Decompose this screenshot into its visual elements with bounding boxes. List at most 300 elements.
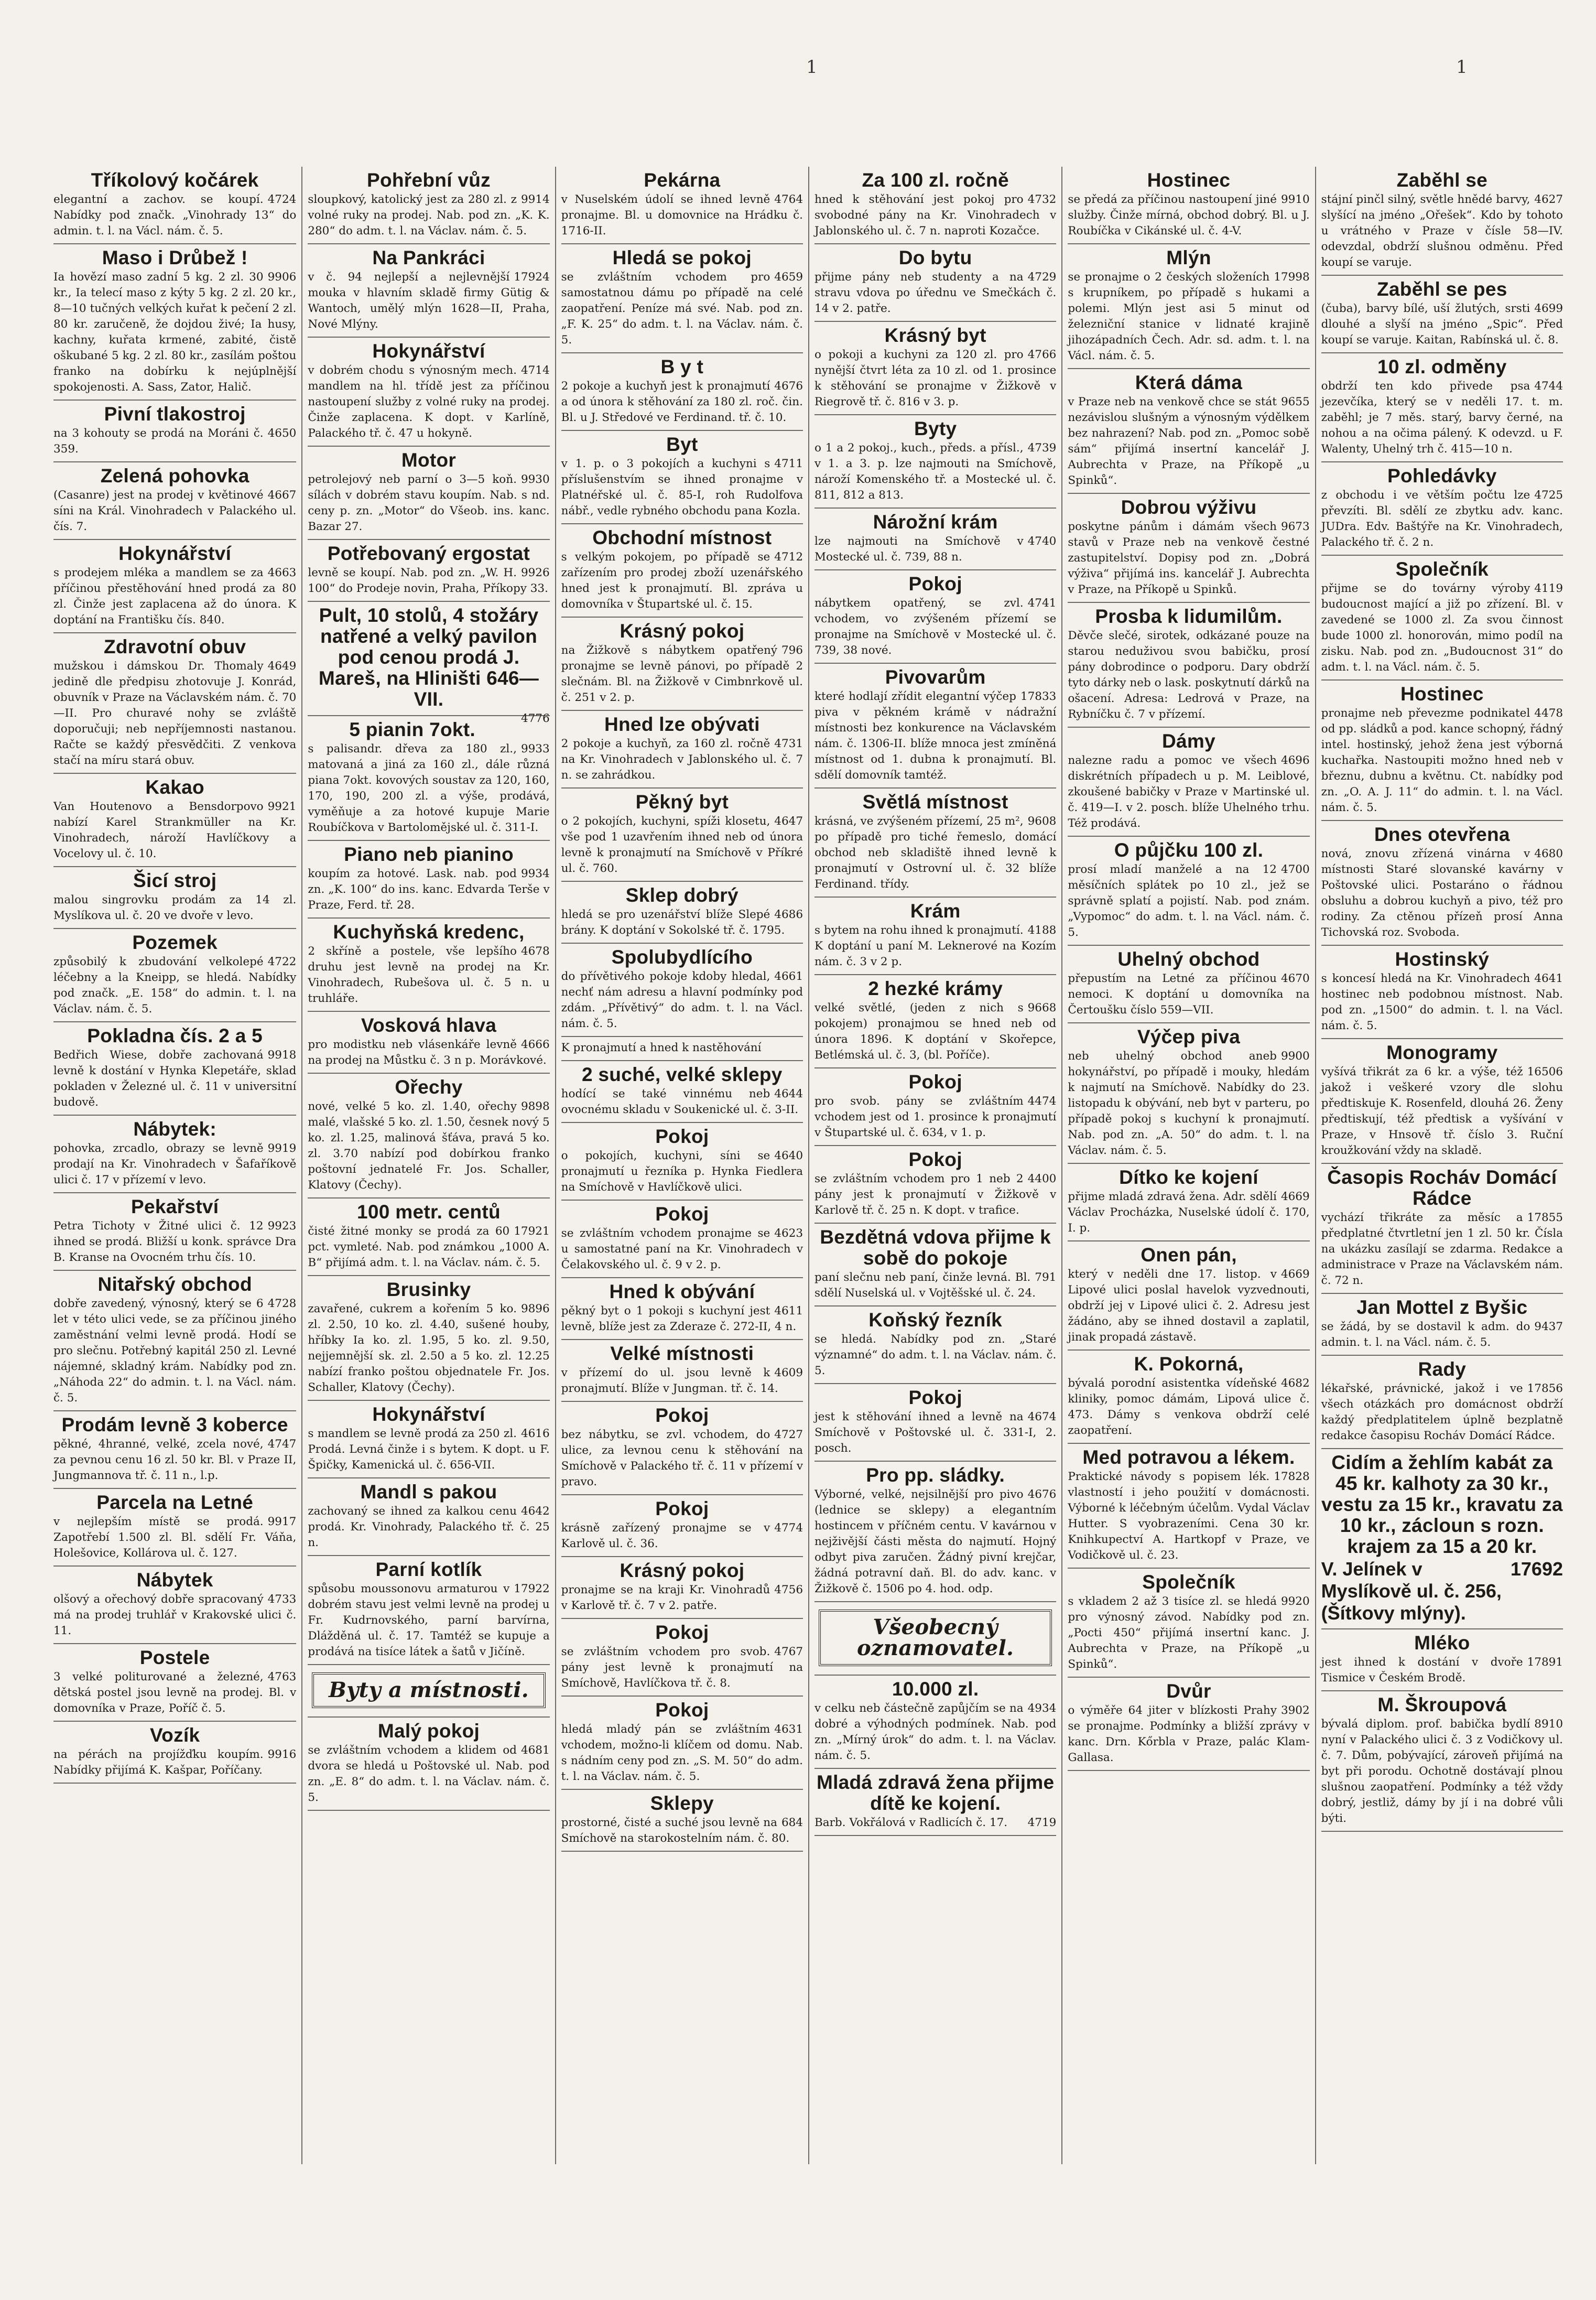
ad-body-wrap: [1068, 753, 1309, 832]
classified-ad: [1321, 1629, 1563, 1691]
ad-body-wrap: [815, 440, 1056, 503]
ad-body: prostorné, čisté a suché jsou levně na Smíchově na starokostelním nám. č. 80.: [561, 1816, 790, 1845]
ad-number: 4747: [267, 1438, 297, 1451]
classified-ad: [308, 1718, 549, 1811]
classified-ad: [815, 509, 1056, 570]
classified-ad: [1321, 821, 1563, 946]
ad-body: pro svob. pány se zvláštním vchodem jest od 1. prosince k pronajmutí v Štupartské ul. č. 634, v 1. p.: [815, 1095, 1057, 1139]
ad-number: 4641: [1534, 972, 1563, 985]
ad-body-wrap: [53, 488, 296, 535]
ad-title: Sklepy: [650, 1793, 714, 1814]
classified-ad: [815, 789, 1056, 898]
ad-body: s koncesí hledá na Kr. Vinohradech hostinec neb podobnou místnost. Nab. pod zn. „1500“ do admin. t. l. na Václ. nám. č. 5.: [1321, 972, 1563, 1032]
ad-title: Pult, 10 stolů, 4 stožáry natřené a velký pavilon pod cenou prodá J. Mareš, na Hliništi 646—VII.: [318, 604, 539, 710]
ad-number: 17856: [1527, 1382, 1563, 1395]
ad-number: 17924: [514, 271, 550, 284]
ad-body-wrap: [1068, 192, 1309, 239]
ad-number: 4725: [1534, 489, 1563, 502]
classified-ad: [53, 1567, 296, 1644]
classified-ad: [1068, 603, 1309, 728]
classified-ad: [1068, 946, 1309, 1023]
classified-ad: [308, 602, 550, 725]
classified-ad: [815, 664, 1056, 789]
ad-body: se hledá. Nabídky pod zn. „Staré významné“ do adm. t. l. na Václav. nám. č. 5.: [815, 1333, 1057, 1377]
classified-ad: [815, 898, 1056, 975]
ad-number: 4119: [1534, 582, 1563, 595]
ad-number: 17855: [1527, 1211, 1563, 1224]
ad-body: Ia hovězí maso zadní 5 kg. 2 zl. 30 kr., Ia telecí maso z kýty 5 kg. 2 zl. 20 kr., 8—10 tučných velkých kuřat k pečení 2 zl. 80 kr. zaručeně, že dojdou živé; Ia husy, kachny, kuřata krmené, zabité, čistě oškubané 5 kg. 2 zl. 80 kr., zasílám poštou franko na dobírku k nejúplnější spokojenosti. A. Sass, Zator, Halič.: [53, 271, 297, 394]
ad-title: K. Pokorná,: [1134, 1353, 1244, 1375]
ad-body: olšový a ořechový dobře spracovaný má na prodej truhlář v Krakovské ulici č. 11.: [53, 1593, 297, 1637]
ad-number: 4616: [520, 1427, 550, 1440]
ad-body-wrap: [53, 1669, 296, 1716]
ad-title: Spolubydlícího: [611, 946, 753, 968]
ad-number: 4669: [1280, 1268, 1310, 1281]
classified-ad: [1321, 1294, 1563, 1356]
ad-number: 4711: [774, 457, 803, 470]
ad-body: (Casanre) jest na prodej v květinové síni na Král. Vinohradech v Palackého ul. čís. 7.: [53, 489, 297, 533]
ad-title: Pokoj: [655, 1699, 709, 1721]
ad-body: se žádá, by se dostavil k adm. do admin. t. l. na Václ. nám. č. 5.: [1321, 1320, 1530, 1349]
ad-title: 100 metr. centů: [357, 1201, 501, 1223]
ad-number: 4649: [267, 660, 297, 673]
classified-ad: [53, 1116, 296, 1193]
ad-body-wrap: [53, 1747, 296, 1778]
ad-body-wrap: [561, 1226, 803, 1273]
ad-body: nová, znovu zřízená vinárna v místnosti Staré slovanské kavárny v Poštovské ulici. Postaráno o řádnou obsluhu a dobrou kuchyň a pivo, též pro rodiny. Za ctěnou přízeň prosí Anna Tichovská roz. Svoboda.: [1321, 847, 1563, 939]
ad-body-wrap: [1068, 1189, 1309, 1236]
ad-title: Vosková hlava: [361, 1014, 497, 1036]
ad-number: 4669: [1280, 1190, 1310, 1203]
ad-body-wrap: [1068, 628, 1309, 722]
ad-title: Hostinský: [1395, 948, 1490, 970]
classified-ad: [815, 1602, 1056, 1676]
ad-body-wrap: [815, 269, 1056, 317]
ad-body: z obchodu i ve větším počtu lze převzíti. Bl. sdělí ze zbytku adv. kanc. JUDra. Edv. Baštýře na Kr. Vinohradech, Palackého tř. č. 2 n.: [1321, 489, 1563, 549]
ad-number: 9930: [520, 473, 550, 486]
ad-number: 4696: [1280, 754, 1310, 767]
classified-ad: [1068, 1351, 1309, 1444]
ad-body-wrap: [308, 1224, 549, 1271]
ad-number: 4609: [774, 1366, 803, 1379]
classified-ad: [53, 1722, 296, 1784]
classified-ad: [1321, 276, 1563, 353]
ad-title: Pro pp. sládky.: [866, 1464, 1005, 1486]
classified-ad: [308, 540, 549, 602]
ad-number: 4661: [774, 970, 803, 983]
ad-number: 9914: [520, 193, 550, 206]
ad-body: způsobilý k zbudování velkolepé léčebny a la Kneipp, se hledá. Nabídky pod značk. „E. 158“ do admin. t. l. na Václav. nám. č. 5.: [53, 955, 297, 1016]
ad-body-wrap: [1321, 301, 1563, 348]
ad-body: nové, velké 5 ko. zl. 1.40, ořechy malé, vlašské 5 ko. zl. 1.50, česnek nový 5 ko. zl. 1.25, malinová šťáva, pravá 5 ko. zl. 3.70 nabízí pod dobírkou franko poštovní jednatelé Fr. Jos. Schaller, Klatovy (Čechy).: [308, 1100, 550, 1192]
classified-ad: [308, 447, 549, 540]
ad-body: krásně zařízený pronajme se v Karlově ul. č. 36.: [561, 1521, 770, 1550]
ad-body: které hodlají zřídit elegantní výčep piva v pěkném krámě v nádražní místnosti bez konkurence na Václavském nám. č. 1306-II. blíže mnoca jest zmíněná místnost od 1. dubna k pronajmutí. Bl. sdělí domovník tamtéž.: [815, 690, 1057, 782]
ad-title: Do bytu: [898, 247, 972, 268]
ad-number: 4631: [774, 1723, 803, 1736]
classified-ad: [308, 1198, 549, 1276]
ad-body: paní slečnu neb paní, činže levná. Bl. sdělí Nuselská ul. v Vojtěšské ul. č. 24.: [815, 1271, 1036, 1300]
ad-number: 17921: [514, 1225, 550, 1238]
ad-body: Výborné, velké, nejsilnější pro pivo (lednice se sklepy) a elegantním hostincem v příčném centu. V kavárnou v nejživější části města do najmutí. Hojný odbyt piva zaručen. Žádný pivní krejčar, žádná potravní daň. Bl. do adv. kanc. v Žižkově č. 1506 po 4. hod. odp.: [815, 1488, 1057, 1595]
ad-title: Na Pankráci: [372, 247, 485, 268]
column-6: [1315, 167, 1568, 2164]
classified-ad: [308, 1478, 549, 1556]
classified-ad: [815, 1769, 1056, 1836]
ad-number: 4934: [1027, 1702, 1057, 1715]
classified-ad: [1068, 1444, 1309, 1569]
ad-body: krásná, ve zvýšeném přízemí, 25 m², po případě pro tiché řemeslo, domácí obchod neb skladiště ihned levně k pronajmutí v Ostrovní ul. č. 32 blíže Ferdinand. třídy.: [815, 815, 1057, 891]
ad-body-wrap: [561, 1427, 803, 1490]
ad-number: 17922: [514, 1582, 550, 1595]
ad-number: 4741: [1027, 597, 1057, 610]
ad-body: pěkné, 4hranné, velké, zcela nové, za pevnou cenu 16 zl. 50 kr. Bl. v Praze II, Jungmannova tř. č. 11 n., l.p.: [53, 1438, 297, 1482]
column-4: [808, 167, 1061, 2164]
ad-number: 4719: [1027, 1816, 1057, 1829]
ad-body-wrap: [308, 1743, 549, 1806]
ad-body-wrap: [1068, 1469, 1309, 1563]
ad-title: Prosba k lidumilům.: [1095, 606, 1283, 627]
ad-body: do přívětivého pokoje kdoby hledal, nechť nám adresu a hlavní podmínky pod zdám. „Přívětivý“ do adm. t. l. na Václ. nám. č. 5.: [561, 970, 803, 1030]
classified-ad: [561, 1790, 803, 1852]
ad-body: pro modistku neb vlásenkáře levně na prodej na Můstku č. 3 n p. Morávkové.: [308, 1038, 547, 1067]
ad-body-wrap: [53, 1592, 296, 1639]
classified-ad: [308, 919, 549, 1012]
ad-body-wrap: [308, 1037, 549, 1068]
ad-body-wrap: [815, 1094, 1056, 1141]
ad-body-wrap: [53, 658, 296, 769]
ad-body-wrap: [561, 549, 803, 612]
classified-ad: [1068, 167, 1309, 244]
ad-title: Hokynářství: [372, 1403, 485, 1425]
ad-body-wrap: [815, 534, 1056, 565]
ad-body: se pronajme o 2 českých složeních s krupníkem, po případě s hukami a polemi. Mlýn jest asi 5 minut od železniční stanice v lidnaté krajině jihozápadních Čech. Adr. sd. adm. t. l. na Václ. nám. č. 5.: [1068, 271, 1310, 362]
ad-title: Byty a místnosti.: [312, 1672, 545, 1708]
ad-number: 4680: [1534, 847, 1563, 860]
ad-body: nalezne radu a pomoc ve všech diskrétních případech u p. M. Leiblové, zkoušené babičky v Praze v Martinské ul. č. 419—I. v 2. posch. blíže Uhelného trhu. Též prodává.: [1068, 754, 1310, 830]
ad-body-wrap: [53, 192, 296, 239]
classified-ad: [561, 353, 803, 431]
classified-ad: [1068, 728, 1309, 837]
classified-ad: [1321, 1449, 1563, 1629]
ad-title: Pohřební vůz: [367, 169, 491, 191]
ad-body-wrap: [1321, 192, 1563, 271]
ad-number: 8910: [1534, 1718, 1563, 1731]
ad-body: se zvláštním vchodem a klidem od dvora se hledá u Poštovské ul. Nab. pod zn. „E. 8“ do adm. t. l. na Václav. nám. č. 5.: [308, 1744, 550, 1804]
ad-title: Pokoj: [908, 573, 962, 595]
ad-body: vyšívá třikrát za 6 kr. a výše, též jakož i veškeré vzory dle slohu předtiskuje K. Rosenfeld, dlouhá 26. Ženy předtiskují, též předtisk a vyšívání v Praze, v Hnsově tř. číslo 3. Ruční kroužkování vždy na skladě.: [1321, 1065, 1563, 1157]
page-mark-left: 1: [806, 57, 818, 78]
ad-title: Pozemek: [132, 932, 218, 953]
ad-title: Hostinec: [1147, 169, 1231, 191]
ad-title: Kuchyňská kredenc,: [333, 921, 525, 943]
classified-ad: [561, 1037, 803, 1061]
ad-body: se zvláštním vchodem pro 1 neb 2 pány jest k pronajmutí v Žižkově v Karlově tř. č. 25 n. K dopt. v trafice.: [815, 1172, 1057, 1217]
ad-number: 9916: [267, 1748, 297, 1761]
ad-title: Byty: [914, 418, 957, 439]
classified-ad: [815, 1068, 1056, 1146]
ad-number: 4727: [774, 1428, 803, 1441]
ad-body: elegantní a zachov. se koupí. Nabídky pod značk. „Vinohrady 13“ do admin. t. l. na Václ. nám. č. 5.: [53, 193, 297, 237]
ad-title: Pěkný byt: [635, 791, 729, 813]
ad-number: 4714: [520, 364, 550, 377]
classified-ad: [1068, 494, 1309, 603]
ad-body: na 3 kohouty se prodá na Moráni č. 359.: [53, 427, 264, 456]
ad-number: 17998: [1274, 271, 1310, 284]
classified-ad: [53, 540, 296, 633]
ad-title: Malý pokoj: [377, 1720, 480, 1742]
ad-body-wrap: [561, 969, 803, 1032]
ad-number: 4712: [774, 550, 803, 564]
ad-number: 4774: [774, 1521, 803, 1535]
ad-title: Krásný pokoj: [620, 1560, 745, 1581]
classified-ad: [308, 1276, 549, 1401]
ad-title: Med potravou a lékem.: [1082, 1446, 1295, 1468]
classified-ad: [561, 1697, 803, 1790]
classified-ad: [1321, 946, 1563, 1039]
ad-body: s vkladem 2 až 3 tisíce zl. se hledá pro výnosný závod. Nabídky pod zn. „Pocti 450“ přijímá insertní kanc. J. Aubrechta v Praze, na Příkopě „u Spinků“.: [1068, 1595, 1310, 1671]
ad-body-wrap: [53, 1048, 296, 1110]
ad-body: jest ihned k dostání v dvoře Tismice v Českém Brodě.: [1321, 1656, 1523, 1684]
ad-title: Hokynářství: [372, 340, 485, 362]
ad-body-wrap: [53, 799, 296, 862]
classified-ad: [561, 244, 803, 353]
ad-body-wrap: [308, 472, 549, 535]
classified-ad: [815, 415, 1056, 509]
classified-ad: [815, 167, 1056, 244]
ad-title: Monogramy: [1386, 1042, 1498, 1063]
classified-ad: [561, 882, 803, 944]
ad-body-wrap: [815, 1332, 1056, 1379]
classified-ad: [561, 1495, 803, 1557]
ad-number: 9437: [1534, 1320, 1563, 1333]
classified-ad: [308, 1074, 549, 1198]
ad-title: Parní kotlík: [375, 1559, 482, 1580]
ad-body: se předá za příčinou nastoupení jiné služby. Činže mírná, obchod dobrý. Bl. u J. Roubíčka v Cikánské ul. č. 4-V.: [1068, 193, 1310, 237]
ad-body-wrap: [561, 814, 803, 877]
ad-body: dobře zavedený, výnosný, který se 6 let v této ulici vede, se za příčinou jiného zaměstnání velmi levně prodá. Hodí se pro slečnu. Potřebný kapitál 250 zl. Levné nájemné, skladný krám. Nabídky pod zn. „Náhoda 22“ do admin. t. l. na Václ. nám. č. 5.: [53, 1297, 297, 1405]
ad-body: s velkým pokojem, po případě se zařízením pro prodej zboží uzenářského hned jest k pronajmutí. Bl. zpráva u domovníka v Štupartské ul. č. 15.: [561, 550, 803, 611]
ad-body-wrap: [815, 596, 1056, 658]
ad-body-wrap: [308, 269, 549, 332]
ad-number: 9910: [1280, 193, 1310, 206]
ad-number: 4478: [1534, 707, 1563, 720]
ad-body: se zvláštním vchodem pro samostatnou dámu po případě na celé zaopatření. Peníze má své. Nab. pod zn. „F. K. 25“ do adm. t. l. na Václav. nám. č. 5.: [561, 271, 803, 347]
classified-ad: [1068, 1164, 1309, 1241]
ad-number: 4400: [1027, 1172, 1057, 1185]
ad-body-wrap: [1321, 1319, 1563, 1351]
ad-title: Nárožní krám: [873, 511, 998, 533]
ad-title: Cidím a žehlím kabát za 45 kr. kalhoty za 30 kr., vestu za 15 kr., kravatu za 10 kr., zácloun s rozn. krajem za 15 a 20 kr.: [1321, 1452, 1563, 1557]
ad-title: Dvůr: [1166, 1680, 1211, 1702]
ad-body: o výměře 64 jiter v blízkosti Prahy se pronajme. Podmínky a bližší zprávy v kanc. Drn. Kőrbla v Praze, palác Klam-Gallasa.: [1068, 1704, 1310, 1764]
ad-body-wrap: [561, 1040, 803, 1056]
column-5: [1061, 167, 1315, 2164]
ad-number: 9926: [520, 566, 550, 579]
ad-body: (čuba), barvy bílé, uší žlutých, srsti dlouhé a slyší na jméno „Spic“. Před koupí se varuje. Kaitan, Rabínská ul. č. 8.: [1321, 302, 1563, 347]
ad-number: 684: [781, 1816, 803, 1829]
classified-ad: [815, 1462, 1056, 1602]
ad-body-wrap: [815, 1815, 1056, 1831]
ad-number: 9923: [267, 1219, 297, 1233]
ad-number: 4611: [774, 1304, 803, 1318]
classified-ad: [308, 1012, 549, 1074]
ad-title: 2 hezké krámy: [868, 978, 1003, 999]
page-mark-right: 1: [1456, 57, 1468, 78]
ad-body: v č. 94 nejlepší a nejlevnější mouka v hlavním skladě firmy Gütig & Wantoch, umělý mlýn 1628—II, Praha, Nové Mlýny.: [308, 271, 550, 331]
classified-ad: [308, 338, 549, 447]
ad-body: o 2 pokojích, kuchyni, spíži klosetu, vše pod 1 uzavřením ihned neb od února levně k pronajmutí na Smíchově v Příkré ul. č. 760.: [561, 815, 803, 875]
classified-ad: [815, 1306, 1056, 1384]
ad-title: Nábytek:: [133, 1118, 216, 1140]
ad-number: 4728: [267, 1297, 297, 1310]
ad-body: mužskou i dámskou Dr. Thomaly jedině dle předpisu zhotovuje J. Konrád, obuvník v Praze na Václavském nám. č. 70—II. Pro churavé nohy se zvláště doporučuji; neb nepříjemnosti nastanou. Račte se každý přesvědčiti. Z venkova stačí na míru stará obuv.: [53, 660, 297, 767]
ad-title: Zelená pohovka: [100, 465, 249, 487]
ad-body: lze najmouti na Smíchově v Mostecké ul. č. 739, 88 n.: [815, 535, 1024, 564]
ad-number: 4686: [774, 908, 803, 921]
ad-title: Krásný pokoj: [620, 620, 745, 642]
ad-title: Která dáma: [1135, 372, 1243, 393]
ad-title: Velké místnosti: [610, 1343, 754, 1364]
ad-title: Časopis Rocháv Domácí Rádce: [1327, 1167, 1557, 1209]
ad-body: na pérách na projížďku koupím. Nabídky přijímá K. Kašpar, Poříčany.: [53, 1748, 264, 1777]
ad-number: 9920: [1280, 1595, 1310, 1608]
ad-title: Pokladna čís. 2 a 5: [87, 1025, 263, 1046]
ad-title: Všeobecný oznamovatel.: [819, 1610, 1052, 1666]
classified-ad: [1321, 353, 1563, 462]
ad-body: stájní pinčl silný, světle hnědé barvy, slyšící na jméno „Ořešek“. Kdo by tohoto u vrátného v Praze v čísle 58—IV. odevzdal, obdrží slušnou odměnu. Před koupí se varuje.: [1321, 193, 1563, 269]
classified-ad: [1068, 1569, 1309, 1678]
ad-number: 4724: [267, 193, 297, 206]
ad-body-wrap: [53, 1514, 296, 1561]
ad-body: malou singrovku prodám za 14 zl. Myslíkova ul. č. 20 ve dvoře v levo.: [53, 893, 297, 922]
ad-number: 9934: [520, 867, 550, 880]
ad-body-wrap: [1068, 1703, 1309, 1766]
ad-number: 4740: [1027, 535, 1057, 548]
ad-body-wrap: [561, 1520, 803, 1552]
ad-body: sloupkový, katolický jest za 280 zl. z volné ruky na prodej. Nab. pod zn. „K. K. 280“ do adm. t. l. na Václav. nám. č. 5.: [308, 193, 550, 237]
ad-body-wrap: [1321, 581, 1563, 675]
ad-title: Za 100 zl. ročně: [862, 169, 1009, 191]
ad-number: 9917: [267, 1515, 297, 1528]
ad-title: Jan Mottel z Byšic: [1356, 1297, 1528, 1318]
ad-body-wrap: [815, 347, 1056, 410]
ad-body-wrap: [1321, 1716, 1563, 1827]
ad-number: 4763: [267, 1670, 297, 1683]
ad-number: 17828: [1274, 1470, 1310, 1483]
ad-body: s bytem na rohu ihned k pronajmutí. K doptání u paní M. Leknerové na Kozím nám. č. 3 v 2 p.: [815, 924, 1057, 968]
ad-body: přepustím na Letné za příčinou nemoci. K doptání u domovníka na Čertoušku číslo 559—VII.: [1068, 972, 1310, 1017]
ad-body-wrap: [1321, 846, 1563, 941]
classified-ad: [1321, 1039, 1563, 1164]
ad-body: Děvče slečé, sirotek, odkázané pouze na starou neduživou svou babičku, prosí pány dobrodince o podporu. Dary obdrží tyto dárky neb o lask. poskytnutí dárků na ošacení. Adresa: Ledrová v Praze, na Rybníčku č. 7 v přízemí.: [1068, 629, 1310, 721]
ad-title: Hned k obývání: [609, 1281, 755, 1302]
ad-title: Pokoj: [655, 1405, 709, 1426]
ad-body-wrap: [1321, 1381, 1563, 1444]
ad-number: 4663: [267, 566, 297, 579]
ad-body-wrap: [561, 736, 803, 783]
ad-body: hledá se pro uzenářství blíže Slepé brány. K doptání v Sokolské tř. č. 1795.: [561, 908, 785, 937]
ad-number: 4676: [774, 380, 803, 393]
ad-body: v přízemí do ul. jsou levně k pronajmutí. Blíže v Jungman. tř. č. 14.: [561, 1366, 778, 1395]
classified-ad: [561, 789, 803, 882]
ad-body: v 1. p. o 3 pokojích a kuchyni s příslušenstvím se ihned pronajme v Platnéřské ul. č. 85-I, roh Rudolfova nábř., vedle rybného obchodu pana Kozla.: [561, 457, 803, 517]
classified-ad: [815, 1146, 1056, 1224]
ad-body-wrap: [1321, 379, 1563, 457]
ad-title: Šicí stroj: [133, 870, 217, 891]
ad-title: Sklep dobrý: [625, 884, 739, 906]
ad-body-wrap: [561, 192, 803, 239]
ad-number: 4744: [1534, 380, 1563, 393]
ad-title: Byt: [666, 434, 698, 455]
ad-title: Zaběhl se pes: [1377, 278, 1507, 300]
ad-number: 9919: [267, 1142, 297, 1155]
ad-title: Pivovarům: [885, 666, 986, 688]
ad-number: 4188: [1027, 924, 1057, 937]
ad-body-wrap: [815, 1171, 1056, 1218]
ad-title: Obchodní místnost: [592, 527, 772, 548]
classified-ad: [561, 711, 803, 789]
ad-number: 4681: [520, 1744, 550, 1757]
ad-body-wrap: [53, 565, 296, 628]
ad-body-wrap: [308, 1099, 549, 1193]
classified-ad: [53, 1022, 296, 1116]
ad-title: Kakao: [145, 776, 204, 798]
ad-body-wrap: [1321, 1655, 1563, 1686]
ad-title: Dobrou výživu: [1121, 496, 1257, 518]
ad-title: Hostinec: [1400, 683, 1484, 705]
classified-ad: [561, 524, 803, 618]
classified-ad: [1068, 244, 1309, 369]
column-2: [301, 167, 555, 2164]
ad-title: Pokoj: [655, 1498, 709, 1519]
classified-ad: [53, 774, 296, 867]
classified-ad: [1068, 1023, 1309, 1164]
ad-number: 4670: [1280, 972, 1310, 985]
ad-number: 4731: [774, 737, 803, 750]
ad-body-wrap: [308, 1301, 549, 1396]
ad-number: 4659: [774, 271, 803, 284]
ad-body: s palisandr. dřeva za 180 zl., matovaná a jiná za 160 zl., dále různá piana 7okt. kovových soustav za 120, 160, 170, 190, 200 zl. a výše, prodává, vyměňuje a za hotové kupuje Marie Roubíčkova v Bartolomějské ul. č. 311-I.: [308, 742, 550, 834]
ad-title: Mladá zdravá žena přijme dítě ke kojení.: [816, 1772, 1055, 1814]
ad-number: 9933: [520, 742, 550, 755]
ad-body-wrap: [561, 269, 803, 348]
ad-number: 791: [1035, 1271, 1057, 1284]
ad-number: 4739: [1027, 441, 1057, 455]
ad-title: 10.000 zl.: [892, 1678, 979, 1700]
ad-body-wrap: [815, 1270, 1056, 1301]
ad-body-wrap: [53, 1218, 296, 1266]
ad-title: Pokoj: [908, 1387, 962, 1408]
ad-number: 17833: [1020, 690, 1057, 703]
classified-ad: [815, 1384, 1056, 1462]
ad-body-wrap: [561, 1722, 803, 1785]
ad-title: Pokoj: [908, 1071, 962, 1093]
ad-body: přijme mladá zdravá žena. Adr. sdělí Václav Procházka, Nuselské údolí č. 170, I. p.: [1068, 1190, 1310, 1235]
ad-number: 4732: [1027, 193, 1057, 206]
ad-body: v Praze neb na venkově chce se stát nezávislou slušným a výnosným výdělkem bez nahrazení? Nab. pod zn. „Pomoc sobě sám“ přijímá insertní kancelář J. Aubrechta v Praze, na Příkopě „u Spinků“.: [1068, 395, 1310, 487]
ad-title: Uhelný obchod: [1117, 948, 1260, 970]
ad-number: 4733: [267, 1593, 297, 1606]
ad-title: Pokoj: [908, 1149, 962, 1170]
ad-body: 3 velké politurované a železné, dětská postel jsou levně na prodej. Bl. v domovníka v Praze, Poříč č. 5.: [53, 1670, 297, 1715]
ad-number: 4722: [267, 955, 297, 968]
ad-body: v Nuselském údolí se ihned levně pronajme. Bl. u domovnice na Hrádku č. 1716-II.: [561, 193, 803, 237]
ad-body: přijme pány neb studenty a na stravu vdova po úřednu ve Smečkách č. 14 v 2. patře.: [815, 271, 1057, 315]
ad-body: V. Jelínek v Myslíkově ul. č. 256, (Šítkovy mlýny).: [1321, 1558, 1502, 1624]
ad-number: 4623: [774, 1227, 803, 1240]
ad-body-wrap: [1068, 269, 1309, 364]
